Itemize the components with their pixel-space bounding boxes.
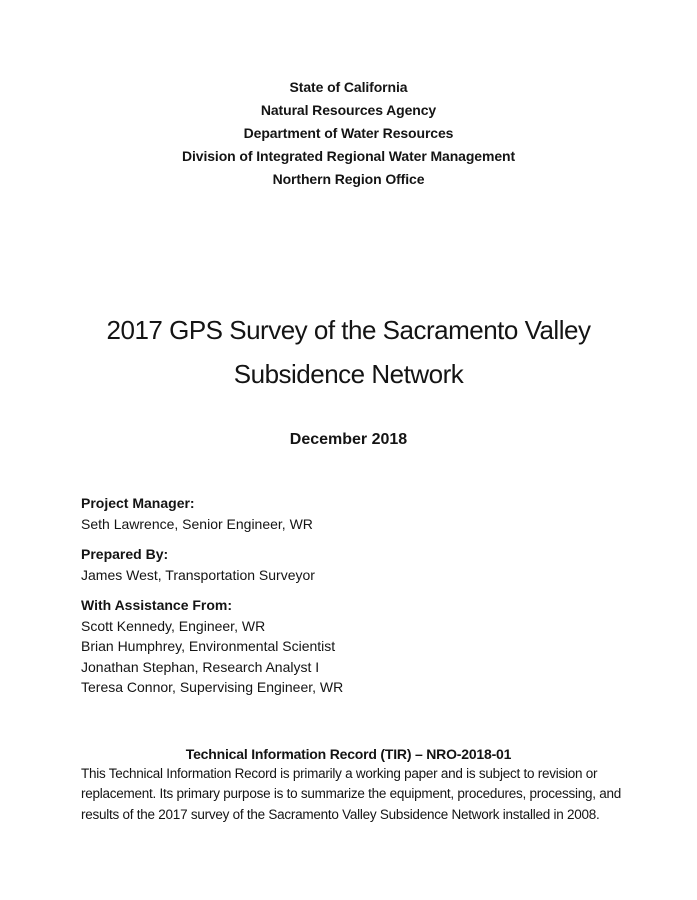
credit-person: Teresa Connor, Supervising Engineer, WR: [81, 679, 344, 695]
credit-person: Brian Humphrey, Environmental Scientist: [81, 638, 336, 654]
credit-person: Seth Lawrence, Senior Engineer, WR: [81, 515, 313, 532]
record-notice-heading: Technical Information Record (TIR) – NRO-2018-01: [185, 746, 512, 762]
org-header: [0, 76, 697, 191]
credit-label-assistance: With Assistance From:: [81, 597, 233, 613]
report-title-line-2: Subsidence Network: [233, 358, 464, 389]
record-notice-line: This Technical Information Record is primarily a working paper and is subject to revision or: [81, 766, 598, 781]
credit-block-assistance: [81, 595, 657, 698]
credit-label-project-manager: Project Manager:: [81, 495, 195, 511]
record-notice-body: [0, 764, 697, 825]
credit-block-prepared-by: [81, 544, 657, 585]
record-notice-line: replacement. Its primary purpose is to summarize the equipment, procedures, processing, and: [81, 786, 622, 802]
credit-person: Scott Kennedy, Engineer, WR: [81, 617, 266, 634]
credit-label-prepared-by: Prepared By:: [81, 546, 169, 562]
report-title-line-1: 2017 GPS Survey of the Sacramento Valley: [106, 315, 591, 345]
org-line-office: Northern Region Office: [272, 171, 425, 187]
org-line-agency: Natural Resources Agency: [260, 102, 437, 118]
report-title: [0, 309, 697, 396]
credit-person: Jonathan Stephan, Research Analyst I: [81, 658, 320, 675]
credits-section: [81, 493, 657, 708]
org-line-division: Division of Integrated Regional Water Management: [181, 148, 516, 164]
org-line-state: State of California: [289, 79, 408, 95]
org-line-department: Department of Water Resources: [243, 125, 454, 141]
credit-person: James West, Transportation Surveyor: [81, 566, 315, 583]
record-notice: [0, 744, 697, 825]
report-date: December 2018: [289, 431, 408, 448]
record-notice-line: results of the 2017 survey of the Sacramento Valley Subsidence Network installed in 2008.: [81, 806, 600, 822]
credit-block-project-manager: [81, 493, 657, 534]
